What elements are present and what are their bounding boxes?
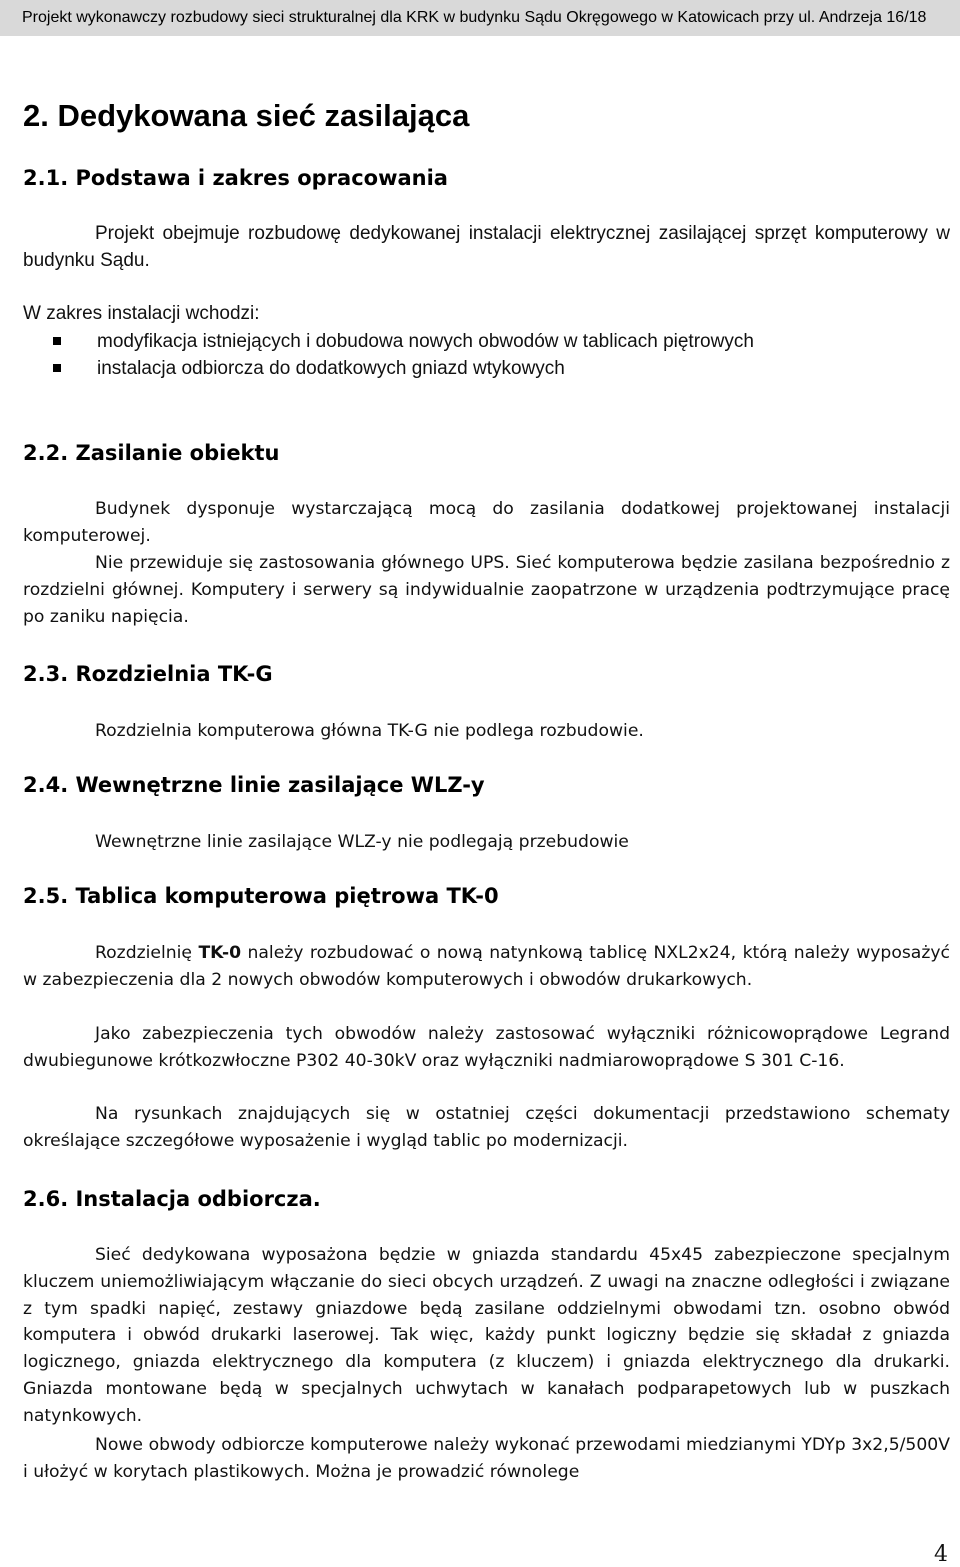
paragraph: Rozdzielnię TK-0 należy rozbudować o nową natynkową tablicę NXL2x24, którą należy wyposażyć w zabezpieczenia dla 2 nowych obwodów komputerowych i obwodów drukarkowych. [23, 943, 950, 990]
subsection-title-2-1: 2.1. Podstawa i zakres opracowania [23, 166, 448, 190]
paragraph: Budynek dysponuje wystarczającą mocą do zasilania dodatkowej projektowanej instalacji komputerowej. [23, 499, 950, 546]
paragraph: Nie przewiduje się zastosowania głównego UPS. Sieć komputerowa będzie zasilana bezpośrednio z rozdzielni głównej. Komputery i serwery są indywidualnie zaopatrzone w urządzenia podtrzymujące pracę po zaniku napięcia. [23, 553, 950, 627]
square-bullet-icon [53, 364, 61, 372]
tk0-label: TK-0 [198, 943, 242, 963]
section-title: 2. Dedykowana sieć zasilająca [23, 98, 470, 133]
list-item: modyfikacja istniejących i dobudowa nowych obwodów w tablicach piętrowych [23, 328, 754, 355]
subsection-title-2-6: 2.6. Instalacja odbiorcza. [23, 1187, 321, 1211]
paragraph: Wewnętrzne linie zasilające WLZ-y nie podlegają przebudowie [95, 832, 629, 852]
paragraph: Rozdzielnia komputerowa główna TK-G nie podlega rozbudowie. [95, 721, 644, 741]
square-bullet-icon [53, 337, 61, 345]
document-header: Projekt wykonawczy rozbudowy sieci strukturalnej dla KRK w budynku Sądu Okręgowego w Katowicach przy ul. Andrzeja 16/18 [0, 0, 960, 36]
bullet-list [23, 328, 754, 382]
paragraph: Nowe obwody odbiorcze komputerowe należy wykonać przewodami miedzianymi YDYp 3x2,5/500V i ułożyć w korytach plastikowych. Można je prowadzić równolege [23, 1435, 950, 1482]
page-number: 4 [934, 1542, 948, 1567]
paragraph: Na rysunkach znajdujących się w ostatniej części dokumentacji przedstawiono schematy określające szczegółowe wyposażenie i wygląd tablic po modernizacji. [23, 1104, 950, 1151]
paragraph: Projekt obejmuje rozbudowę dedykowanej instalacji elektrycznej zasilającej sprzęt komputerowy w budynku Sądu. [23, 223, 950, 271]
paragraph: Sieć dedykowana wyposażona będzie w gniazda standardu 45x45 zabezpieczone specjalnym kluczem uniemożliwiającym włączanie do sieci obcych urządzeń. Z uwagi na znaczne odległości i związane z tym spadki napięć, zestawy gniazdowe będą zasilane oddzielnymi obwodami tzn. osobno obwód komputera i obwód drukarki laserowej. Tak więc, każdy punkt logiczny będzie się składał z gniazda logicznego, gniazda elektrycznego dla komputera (z kluczem) i gniazda elektrycznego dla drukarki. Gniazda montowane będą w specjalnych uchwytach w kanałach podparapetowych lub w puszkach natynkowych. [23, 1245, 950, 1426]
list-item: instalacja odbiorcza do dodatkowych gniazd wtykowych [23, 355, 754, 382]
paragraph: W zakres instalacji wchodzi: [23, 303, 260, 324]
paragraph: Jako zabezpieczenia tych obwodów należy zastosować wyłączniki różnicowoprądowe Legrand dwubiegunowe krótkozwłoczne P302 40-30kV oraz wyłączniki nadmiarowoprądowe S 301 C-16. [23, 1024, 950, 1071]
subsection-title-2-5: 2.5. Tablica komputerowa piętrowa TK-0 [23, 884, 499, 908]
subsection-title-2-2: 2.2. Zasilanie obiektu [23, 441, 280, 465]
subsection-title-2-3: 2.3. Rozdzielnia TK-G [23, 662, 273, 686]
subsection-title-2-4: 2.4. Wewnętrzne linie zasilające WLZ-y [23, 773, 485, 797]
